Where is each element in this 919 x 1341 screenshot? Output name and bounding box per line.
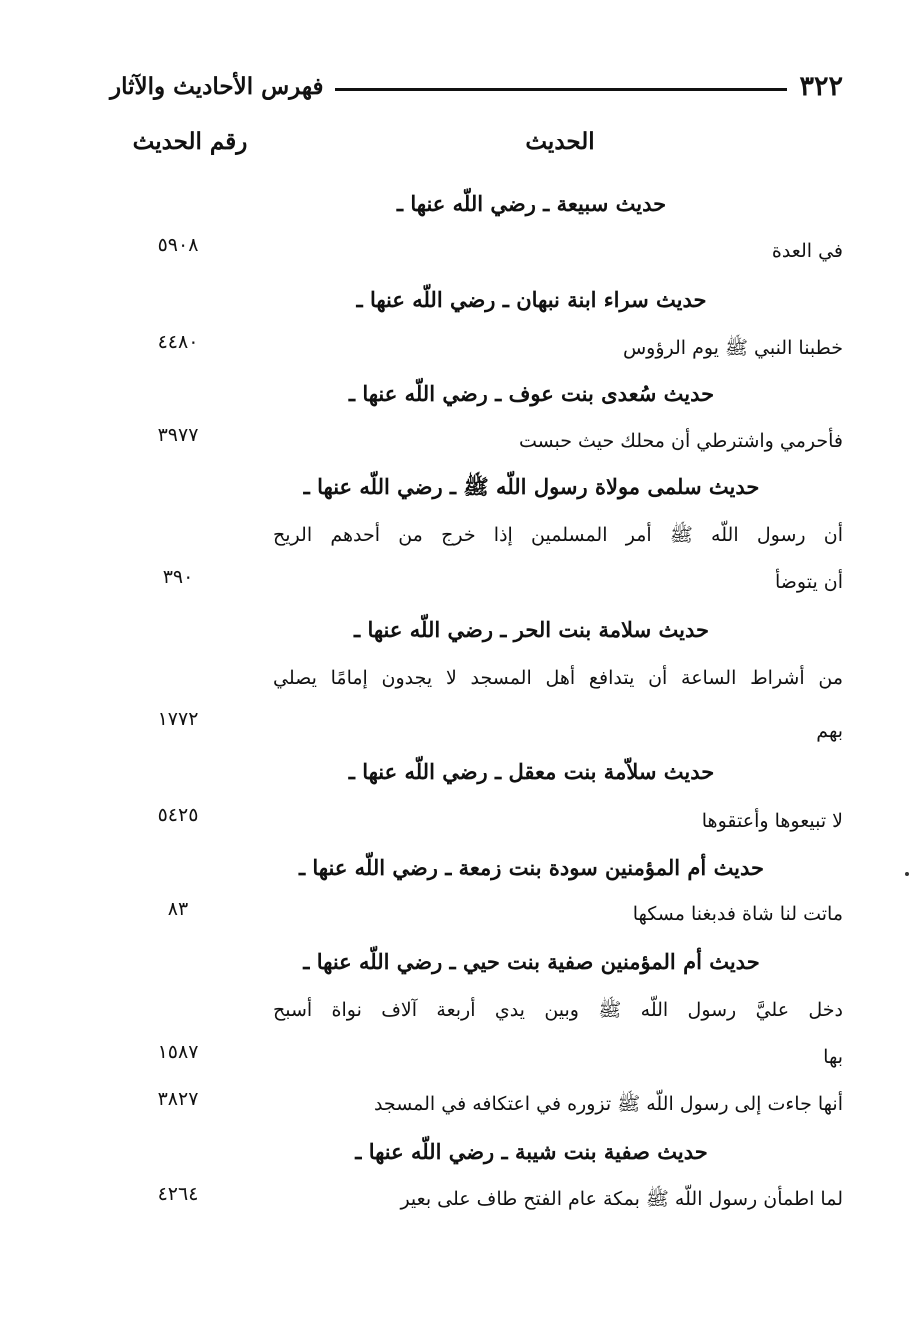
header-title: فهرس الأحاديث والآثار bbox=[110, 72, 324, 100]
narrator-heading: حديث سبيعة ـ رضي اللّه عنها ـ bbox=[396, 191, 667, 216]
hadith-text: في العدة bbox=[771, 240, 843, 262]
narrator-heading: حديث سلامة بنت الحر ـ رضي اللّه عنها ـ bbox=[354, 617, 709, 642]
hadith-text: فأحرمي واشترطي أن محلك حيث حبست bbox=[518, 430, 843, 452]
hadith-text-continued: بها bbox=[823, 1046, 843, 1068]
narrator-heading: حديث أم المؤمنين صفية بنت حيي ـ رضي اللّه عنها ـ bbox=[303, 949, 760, 974]
hadith-text-continued: أن يتوضأ bbox=[774, 571, 843, 593]
narrator-heading: حديث سلاّمة بنت معقل ـ رضي اللّه عنها ـ bbox=[348, 759, 715, 784]
page-number: ٣٢٢ bbox=[799, 70, 843, 102]
hadith-number: ٨٣ bbox=[167, 898, 189, 920]
hadith-number: ٥٤٢٥ bbox=[157, 804, 199, 826]
hadith-number: ٣٩٧٧ bbox=[157, 424, 199, 446]
narrator-heading: حديث صفية بنت شيبة ـ رضي اللّه عنها ـ bbox=[355, 1139, 708, 1164]
column-header-hadith: الحديث bbox=[525, 128, 595, 155]
hadith-text-continued: بهم bbox=[816, 720, 843, 742]
scan-speck bbox=[905, 872, 909, 876]
hadith-text: ماتت لنا شاة فدبغنا مسكها bbox=[632, 903, 843, 925]
narrator-heading: حديث سراء ابنة نبهان ـ رضي اللّه عنها ـ bbox=[356, 287, 707, 312]
narrator-heading: حديث سلمى مولاة رسول اللّه ﷺ ـ رضي اللّه عنها ـ bbox=[303, 474, 760, 499]
hadith-number: ٣٩٠ bbox=[162, 566, 194, 588]
hadith-number: ٤٤٨٠ bbox=[157, 331, 199, 353]
hadith-number: ١٥٨٧ bbox=[157, 1041, 199, 1063]
hadith-text: أنها جاءت إلى رسول اللّه ﷺ تزوره في اعتكافه في المسجد bbox=[373, 1093, 843, 1115]
hadith-text: دخل عليَّ رسول اللّه ﷺ وبين يدي أربعة آلاف نواة أسبح bbox=[273, 999, 843, 1021]
hadith-text: خطبنا النبي ﷺ يوم الرؤوس bbox=[622, 337, 843, 359]
hadith-number: ٥٩٠٨ bbox=[157, 234, 199, 256]
hadith-text: لما اطمأن رسول اللّه ﷺ بمكة عام الفتح طاف على بعير bbox=[400, 1188, 843, 1210]
hadith-number: ٣٨٢٧ bbox=[157, 1088, 199, 1110]
hadith-text: لا تبيعوها وأعتقوها bbox=[701, 810, 843, 832]
hadith-number: ٤٢٦٤ bbox=[157, 1183, 199, 1205]
hadith-text: أن رسول اللّه ﷺ أمر المسلمين إذا خرج من أحدهم الريح bbox=[273, 524, 843, 546]
hadith-number: ١٧٧٢ bbox=[157, 708, 199, 730]
column-header-number: رقم الحديث bbox=[132, 128, 248, 155]
narrator-heading: حديث أم المؤمنين سودة بنت زمعة ـ رضي اللّه عنها ـ bbox=[298, 855, 765, 880]
hadith-text: من أشراط الساعة أن يتدافع أهل المسجد لا يجدون إمامًا يصلي bbox=[273, 667, 843, 689]
narrator-heading: حديث سُعدى بنت عوف ـ رضي اللّه عنها ـ bbox=[348, 381, 715, 406]
